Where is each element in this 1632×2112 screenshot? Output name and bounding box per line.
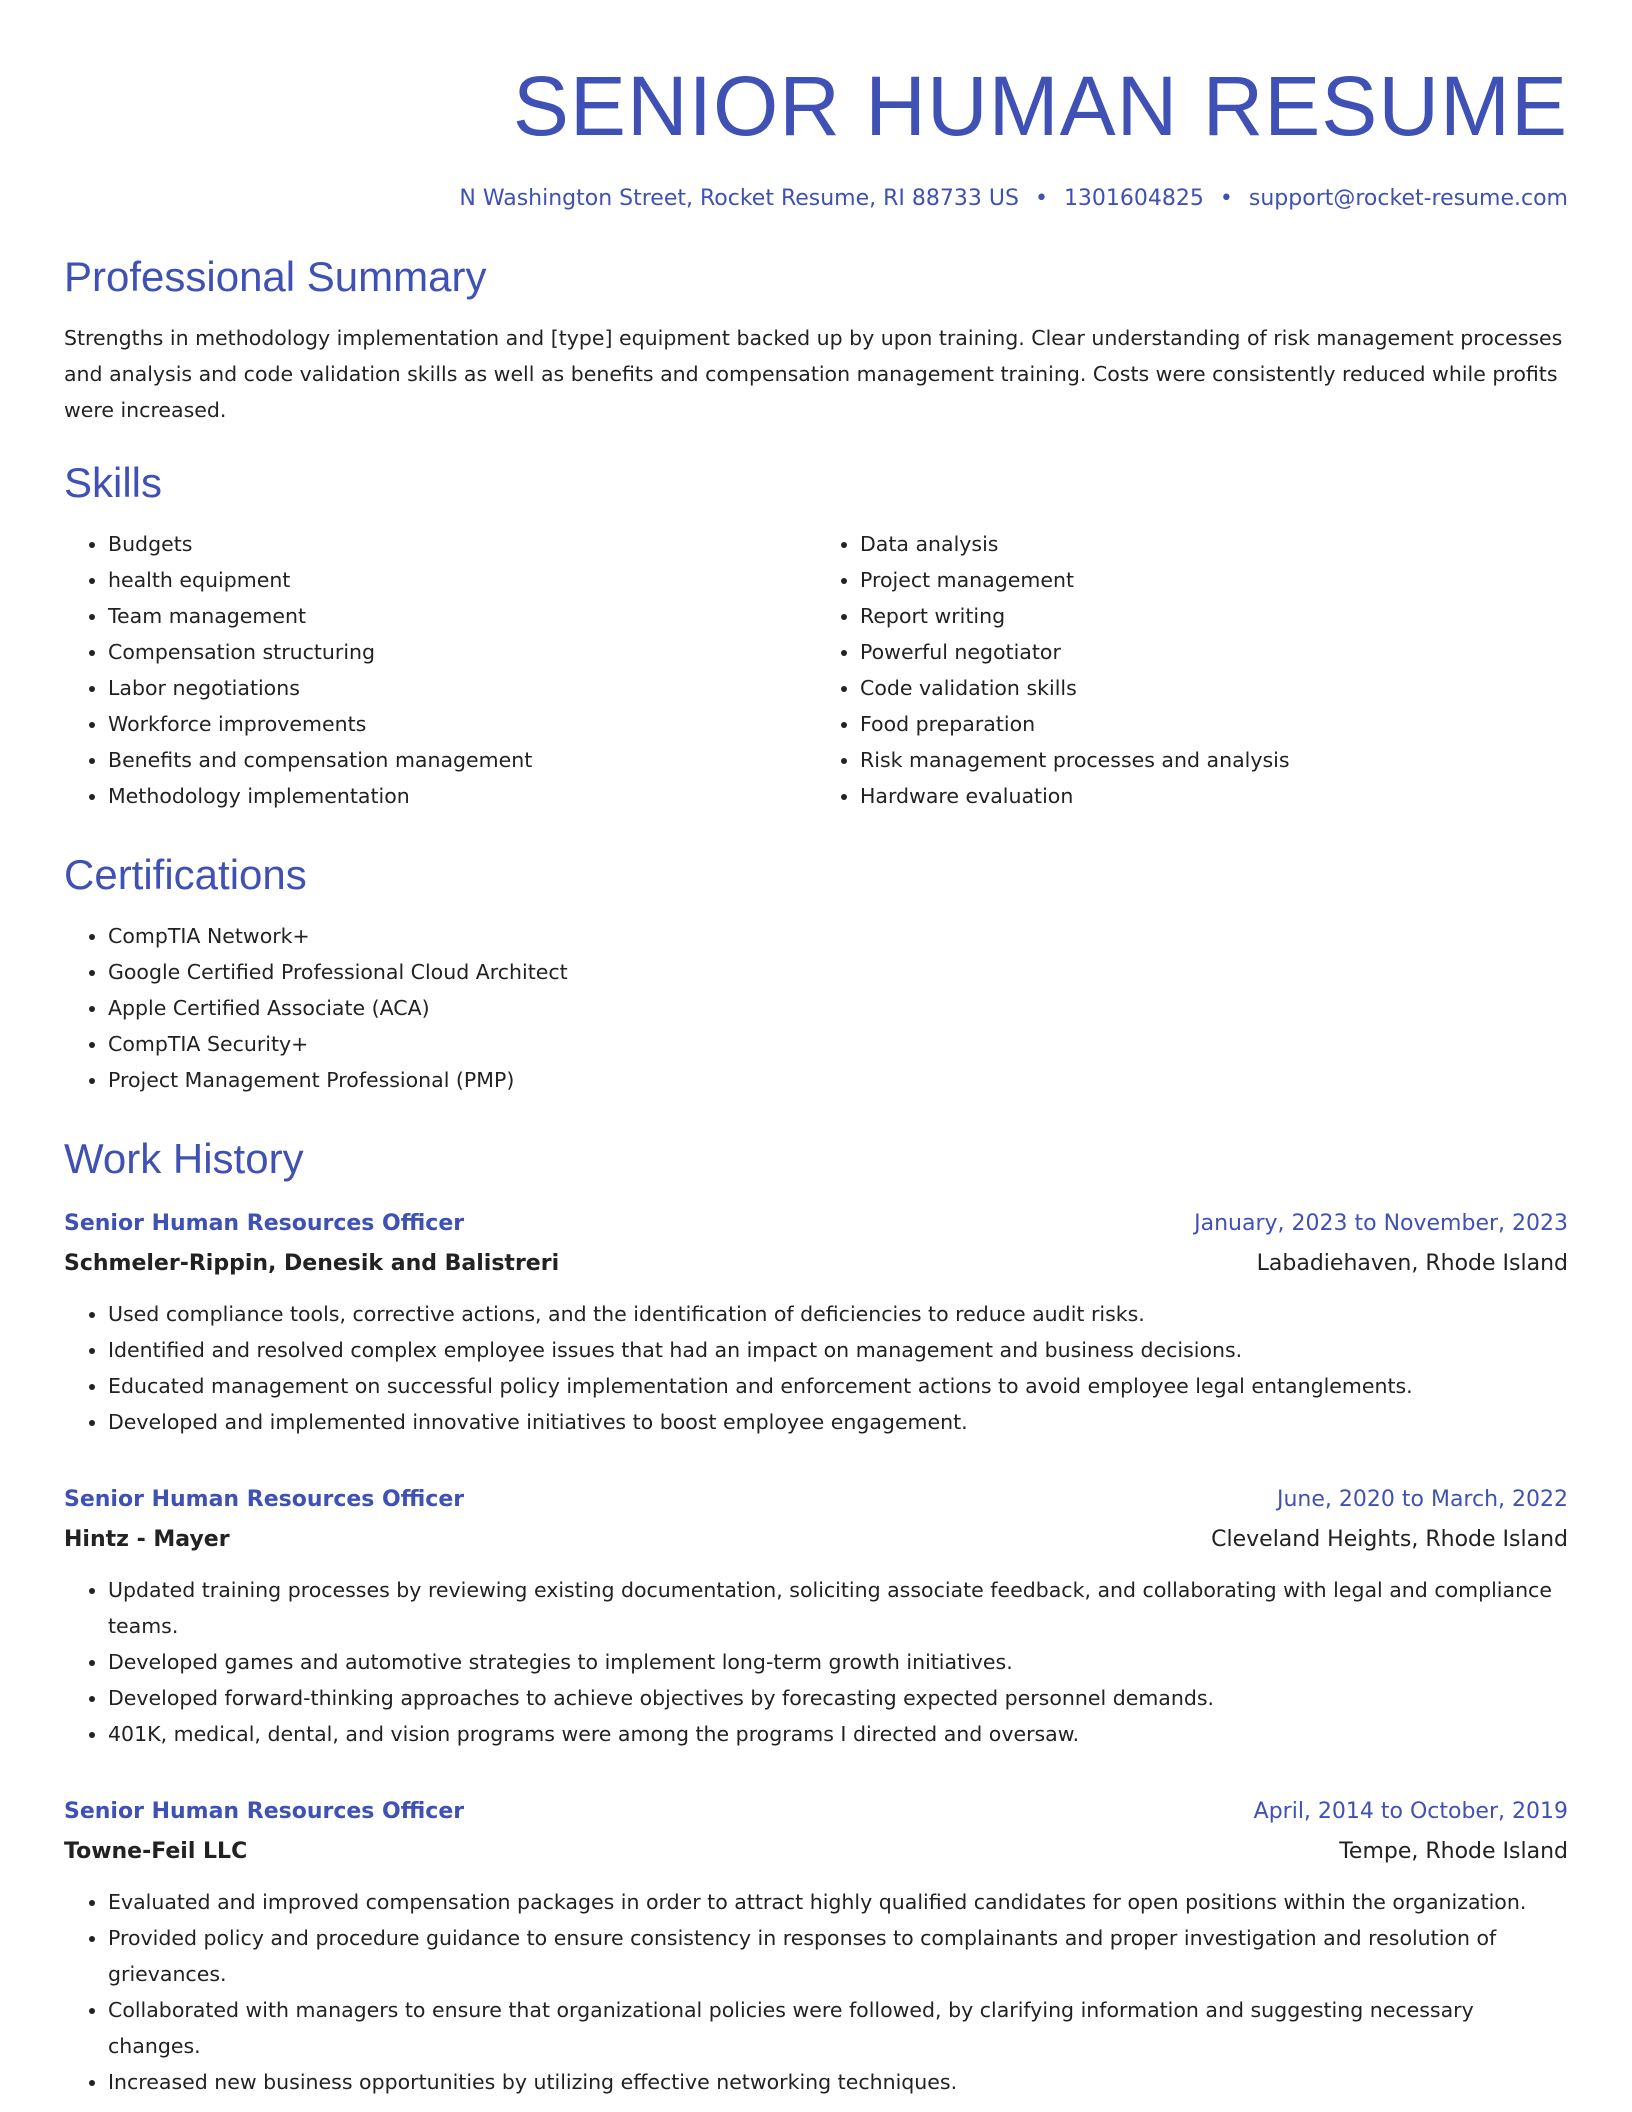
skill-item: • Team management (108, 598, 816, 634)
job-entry (64, 1206, 1568, 1440)
skill-item: • Risk management processes and analysis (860, 742, 1568, 778)
resume-page (64, 0, 1568, 2100)
skills-heading: Skills (64, 459, 163, 506)
job-company: Schmeler-Rippin, Denesik and Balistreri (64, 1251, 560, 1276)
job-company-row (64, 1242, 1568, 1282)
job-bullet: • Collaborated with managers to ensure that organizational policies were followed, by clarifying information and suggesting necessary changes. (108, 1992, 1568, 2064)
job-bullet: • Identified and resolved complex employee issues that had an impact on management and business decisions. (108, 1332, 1568, 1368)
job-bullet: • Used compliance tools, corrective actions, and the identification of deficiencies to reduce audit risks. (108, 1296, 1568, 1332)
job-bullets (64, 1296, 1568, 1440)
certification-item: • Google Certified Professional Cloud Architect (108, 954, 1568, 990)
skill-item: • Food preparation (860, 706, 1568, 742)
job-header-row (64, 1482, 1568, 1518)
job-bullet: • Developed and implemented innovative initiatives to boost employee engagement. (108, 1404, 1568, 1440)
job-dates: January, 2023 to November, 2023 (1194, 1211, 1568, 1236)
skill-item: • Hardware evaluation (860, 778, 1568, 814)
skill-item: • health equipment (108, 562, 816, 598)
skill-item: • Labor negotiations (108, 670, 816, 706)
skill-item: • Methodology implementation (108, 778, 816, 814)
job-location: Labadiehaven, Rhode Island (1256, 1251, 1568, 1276)
skill-item: • Workforce improvements (108, 706, 816, 742)
contact-phone: 1301604825 (1063, 186, 1204, 211)
job-dates: June, 2020 to March, 2022 (1277, 1487, 1568, 1512)
skill-item: • Compensation structuring (108, 634, 816, 670)
certification-item: • CompTIA Security+ (108, 1026, 1568, 1062)
skill-item: • Powerful negotiator (860, 634, 1568, 670)
contact-address: N Washington Street, Rocket Resume, RI 88733 US (459, 186, 1019, 211)
job-bullet: • Developed forward-thinking approaches to achieve objectives by forecasting expected personnel demands. (108, 1680, 1568, 1716)
skill-item: • Data analysis (860, 526, 1568, 562)
certification-item: • CompTIA Network+ (108, 918, 1568, 954)
job-entry (64, 1482, 1568, 1752)
job-title: Senior Human Resources Officer (64, 1211, 465, 1236)
job-bullet: • Educated management on successful policy implementation and enforcement actions to avoid employee legal entanglements. (108, 1368, 1568, 1404)
job-header-row (64, 1206, 1568, 1242)
job-bullet: • Updated training processes by reviewing existing documentation, soliciting associate feedback, and collaborating with legal and compliance teams. (108, 1572, 1568, 1644)
job-bullet: • Provided policy and procedure guidance to ensure consistency in responses to complainants and proper investigation and resolution of grievances. (108, 1920, 1568, 1992)
skill-item: • Project management (860, 562, 1568, 598)
job-company-row (64, 1518, 1568, 1558)
contact-separator: • (1219, 186, 1233, 211)
skill-item: • Report writing (860, 598, 1568, 634)
job-dates: April, 2014 to October, 2019 (1253, 1799, 1568, 1824)
certifications-heading: Certifications (64, 851, 307, 898)
skills-right-list (816, 526, 1568, 814)
job-bullet: • Increased new business opportunities by utilizing effective networking techniques. (108, 2064, 1568, 2100)
job-bullet: • Evaluated and improved compensation packages in order to attract highly qualified candidates for open positions within the organization. (108, 1884, 1568, 1920)
skill-item: • Budgets (108, 526, 816, 562)
summary-heading: Professional Summary (64, 253, 487, 300)
contact-line (64, 184, 1568, 214)
resume-name: SENIOR HUMAN RESUME (512, 59, 1568, 153)
job-title: Senior Human Resources Officer (64, 1487, 465, 1512)
certification-item: • Apple Certified Associate (ACA) (108, 990, 1568, 1026)
job-title: Senior Human Resources Officer (64, 1799, 465, 1824)
job-bullet: • Developed games and automotive strategies to implement long-term growth initiatives. (108, 1644, 1568, 1680)
job-location: Tempe, Rhode Island (1339, 1839, 1568, 1864)
job-bullet: • 401K, medical, dental, and vision programs were among the programs I directed and oversaw. (108, 1716, 1568, 1752)
skill-item: • Code validation skills (860, 670, 1568, 706)
skills-columns (64, 526, 1568, 814)
summary-text: Strengths in methodology implementation and [type] equipment backed up by upon training. Clear understanding of risk management processes and analysis and code validation skills as well as benefits and compensation management training. Costs were consistently reduced while profits were increased. (64, 326, 1563, 422)
job-entry (64, 1794, 1568, 2100)
skill-item: • Benefits and compensation management (108, 742, 816, 778)
job-header-row (64, 1794, 1568, 1830)
job-location: Cleveland Heights, Rhode Island (1211, 1527, 1568, 1552)
job-company-row (64, 1830, 1568, 1870)
job-company: Towne-Feil LLC (64, 1839, 248, 1864)
contact-separator: • (1034, 186, 1048, 211)
work-history-heading: Work History (64, 1135, 304, 1182)
skills-left-list (64, 526, 816, 814)
certifications-list (64, 918, 1568, 1098)
certification-item: • Project Management Professional (PMP) (108, 1062, 1568, 1098)
job-bullets (64, 1884, 1568, 2100)
job-bullets (64, 1572, 1568, 1752)
job-company: Hintz - Mayer (64, 1527, 230, 1552)
contact-email[interactable]: support@rocket-resume.com (1248, 186, 1568, 211)
